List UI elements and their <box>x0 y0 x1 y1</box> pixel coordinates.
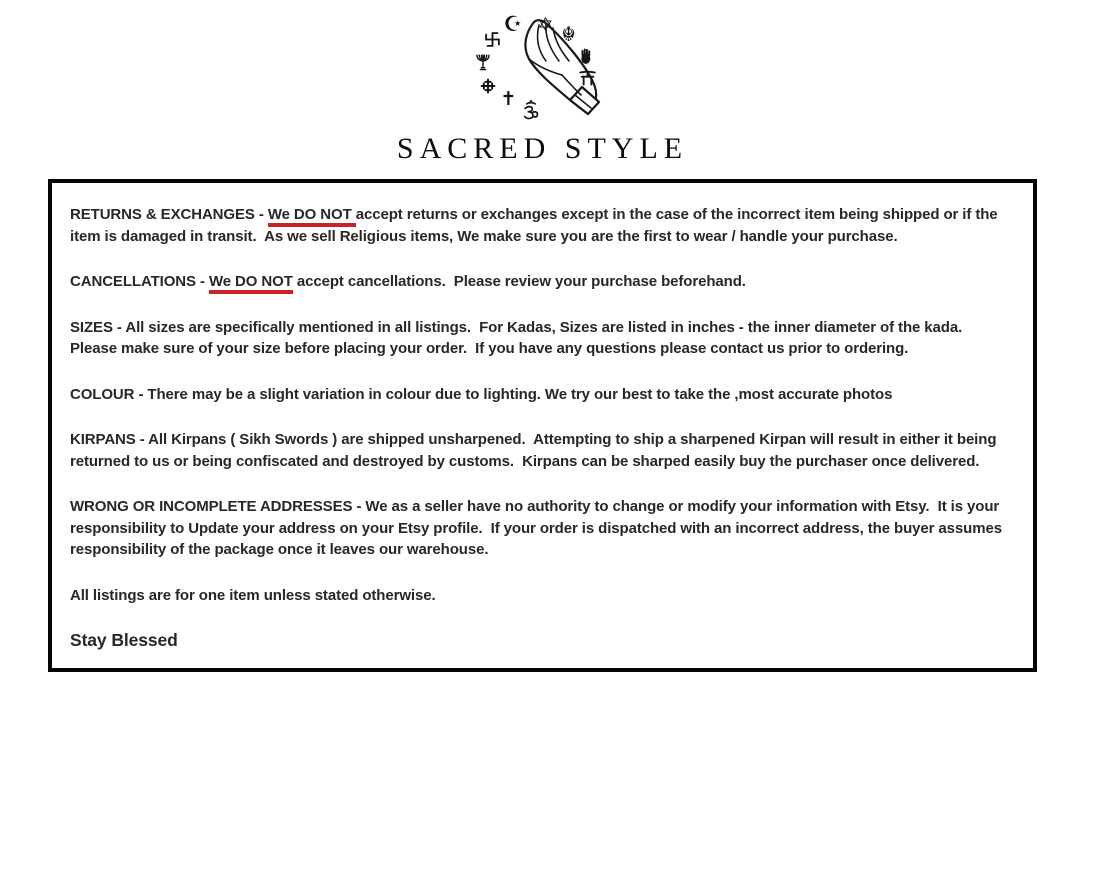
policy-text: - There may be a slight variation in colour due to lighting. We try our best to take the ,most accurate photos <box>134 385 893 403</box>
swastika-icon <box>484 31 501 48</box>
policy-text: All listings are for one item unless stated otherwise. <box>70 586 436 604</box>
torii-gate-icon <box>578 69 597 86</box>
om-icon <box>520 100 542 122</box>
policy-separator: - <box>195 273 209 290</box>
policy-separator: - <box>254 206 268 223</box>
cross-crosslet-icon <box>479 77 497 95</box>
policy-heading: RETURNS & EXCHANGES <box>70 206 255 223</box>
page-content <box>48 0 1037 672</box>
policy-text: Stay Blessed <box>70 630 178 650</box>
policy-paragraph-kirpans <box>70 429 1015 472</box>
policy-heading: KIRPANS <box>70 431 136 448</box>
signoff-text <box>70 630 1015 652</box>
brand-name: SACRED STYLE <box>396 132 689 165</box>
khanda-icon: ☬ <box>561 22 576 46</box>
star-and-crescent-icon: ☪ <box>503 12 523 36</box>
policy-paragraph-sizes <box>70 317 1015 360</box>
policy-text: - We as a seller have no authority to change or modify your information with Etsy. It is your responsibility to Update your address on your Etsy profile. If your order is dispatched with an incorrect address, the buyer assumes responsibility of the package once it leaves our warehouse. <box>70 498 1007 558</box>
policy-paragraph-cancellations <box>70 271 1015 293</box>
red-underlined-text: We DO NOT <box>268 206 356 227</box>
logo <box>48 0 1037 166</box>
policy-paragraph-returns <box>70 204 1015 247</box>
policy-paragraph-colour <box>70 384 1015 406</box>
red-underlined-text: We DO NOT <box>209 273 293 294</box>
policy-text: accept returns or exchanges except in the case of the incorrect item being shipped or if the item is damaged in transit. As we sell Religious items, We make sure you are the first to wear / handle your purchase. <box>70 206 1002 245</box>
policy-text: accept cancellations. Please review your purchase beforehand. <box>292 273 746 290</box>
policy-text: - All Kirpans ( Sikh Swords ) are shipped unsharpened. Attempting to ship a sharpened Kirpan will result in either it being returned to us or being confiscated and destroyed by customs. Kirpans can be sharped easily buy the purchaser once delivered. <box>70 431 1001 470</box>
menorah-icon <box>474 52 492 72</box>
policy-heading: COLOUR <box>70 385 135 403</box>
praying-hands-emblem <box>468 14 618 128</box>
star-of-david-icon: ✡ <box>537 14 554 36</box>
policy-heading: SIZES <box>70 318 113 336</box>
policy-box <box>48 179 1037 672</box>
policy-heading: CANCELLATIONS <box>70 273 196 290</box>
policy-text: - All sizes are specifically mentioned in all listings. For Kadas, Sizes are listed in inches - the inner diameter of the kada. Please make sure of your size before placing your order. If you have any questions please contact us prior to ordering. <box>70 318 971 357</box>
latin-cross-icon: ✝ <box>500 88 517 110</box>
policy-paragraph-addresses <box>70 496 1015 561</box>
hamsa-hand-icon <box>577 46 595 66</box>
policy-paragraph-one-item <box>70 585 1015 607</box>
policy-heading: WRONG OR INCOMPLETE ADDRESSES <box>70 498 353 515</box>
